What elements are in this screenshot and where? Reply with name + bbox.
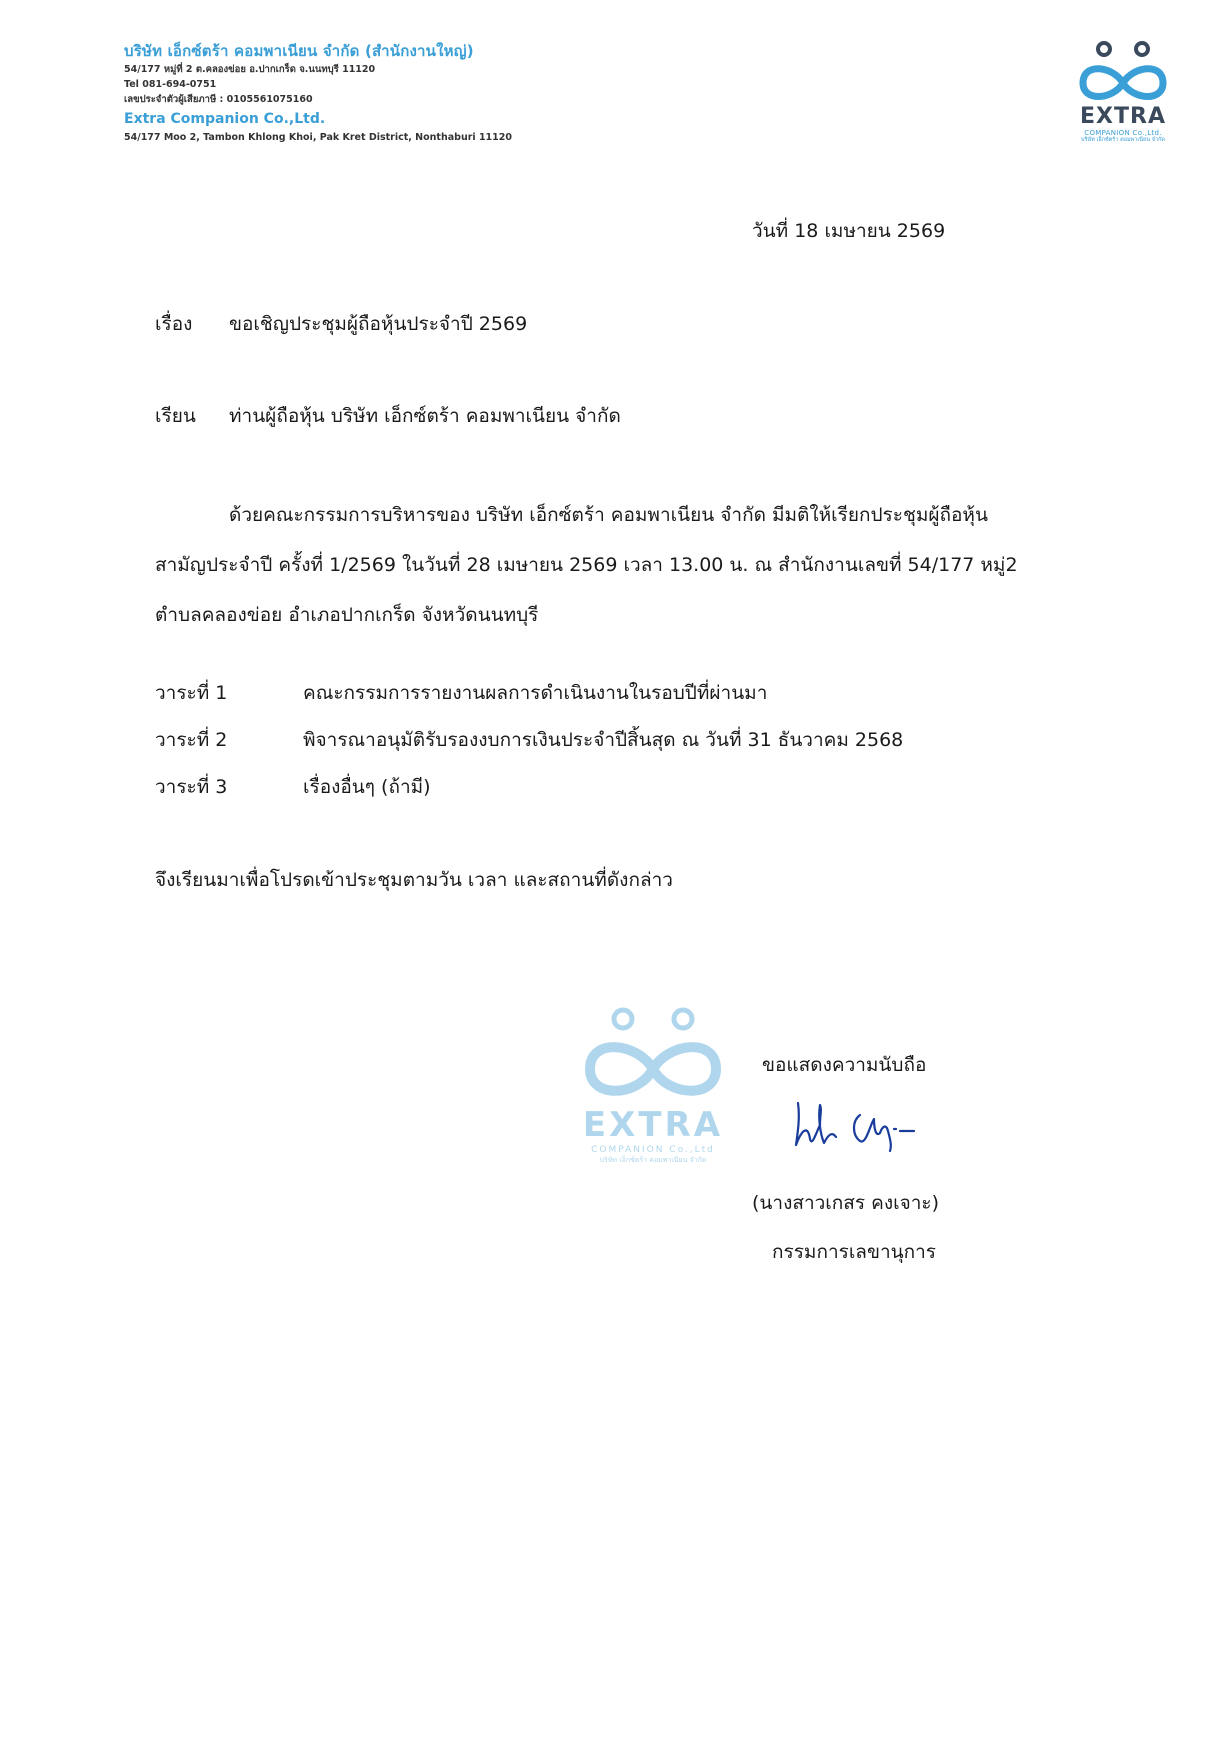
infinity-people-icon — [1073, 40, 1173, 106]
paragraph-line-1: ด้วยคณะกรรมการบริหารของ บริษัท เอ็กซ์ตร้า คอมพาเนียน จำกัด มีมติให้เรียกประชุมผู้ถือหุ้น — [229, 504, 988, 526]
company-tax-id: เลขประจำตัวผู้เสียภาษี : 0105561075160 — [124, 94, 313, 105]
company-name-th: บริษัท เอ็กซ์ตร้า คอมพาเนียน จำกัด (สำนักงานใหญ่) — [124, 42, 474, 60]
company-address-en: 54/177 Moo 2, Tambon Khlong Khoi, Pak Kret District, Nonthaburi 11120 — [124, 132, 513, 143]
stamp-subtitle-th: บริษัท เอ็กซ์ตร้า คอมพาเนียน จำกัด — [599, 1156, 707, 1164]
agenda-text: พิจารณาอนุมัติรับรองงบการเงินประจำปีสิ้นสุด ณ วันที่ 31 ธันวาคม 2568 — [303, 729, 904, 751]
letter-paragraph — [155, 490, 1105, 640]
letter-date: วันที่ 18 เมษายน 2569 — [752, 220, 946, 242]
agenda-list — [155, 678, 1055, 819]
agenda-number: วาระที่ 3 — [155, 776, 228, 798]
agenda-number: วาระที่ 2 — [155, 729, 228, 751]
signer-name: (นางสาวเกสร คงเจาะ) — [752, 1192, 940, 1214]
recipient-label: เรียน — [155, 405, 196, 427]
subject-text: ขอเชิญประชุมผู้ถือหุ้นประจำปี 2569 — [229, 313, 528, 335]
agenda-text: เรื่องอื่นๆ (ถ้ามี) — [303, 776, 431, 798]
recipient-text: ท่านผู้ถือหุ้น บริษัท เอ็กซ์ตร้า คอมพาเนียน จำกัด — [229, 405, 621, 427]
agenda-item — [155, 772, 1055, 819]
letterhead — [124, 40, 824, 145]
handwritten-signature — [790, 1095, 940, 1159]
letter-subject — [155, 309, 527, 339]
letter-regards: ขอแสดงความนับถือ — [762, 1054, 927, 1076]
paragraph-line-2: สามัญประจำปี ครั้งที่ 1/2569 ในวันที่ 28 เมษายน 2569 เวลา 13.00 น. ณ สำนักงานเลขที่ 54/177 หมู่2 — [155, 554, 1018, 576]
stamp-wordmark: EXTRA — [582, 1105, 724, 1145]
company-address-th: 54/177 หมู่ที่ 2 ต.คลองข่อย อ.ปากเกร็ด จ.นนทบุรี 11120 — [124, 64, 376, 75]
company-stamp — [573, 1005, 733, 1166]
stamp-infinity-icon — [578, 1005, 728, 1105]
paragraph-line-3: ตำบลคลองข่อย อำเภอปากเกร็ด จังหวัดนนทบุรี — [155, 604, 539, 626]
stamp-subtitle: COMPANION Co.,Ltd — [591, 1145, 715, 1155]
letter-recipient — [155, 401, 621, 431]
agenda-text: คณะกรรมการรายงานผลการดำเนินงานในรอบปีที่ผ่านมา — [303, 682, 768, 704]
agenda-number: วาระที่ 1 — [155, 682, 228, 704]
agenda-item — [155, 725, 1055, 772]
logo-wordmark: EXTRA — [1080, 104, 1166, 129]
logo-subtitle: COMPANION Co.,Ltd. — [1084, 129, 1162, 137]
company-logo — [1068, 40, 1178, 144]
paragraph-line — [155, 490, 1105, 540]
letter-closing: จึงเรียนมาเพื่อโปรดเข้าประชุมตามวัน เวลา และสถานที่ดังกล่าว — [155, 869, 673, 891]
company-name-en: Extra Companion Co.,Ltd. — [124, 111, 326, 127]
company-tel: Tel 081-694-0751 — [124, 79, 217, 90]
agenda-item — [155, 678, 1055, 725]
subject-label: เรื่อง — [155, 313, 193, 335]
signer-title: กรรมการเลขานุการ — [772, 1241, 936, 1263]
logo-subtitle-th: บริษัท เอ็กซ์ตร้า คอมพาเนียน จำกัด — [1081, 137, 1165, 143]
